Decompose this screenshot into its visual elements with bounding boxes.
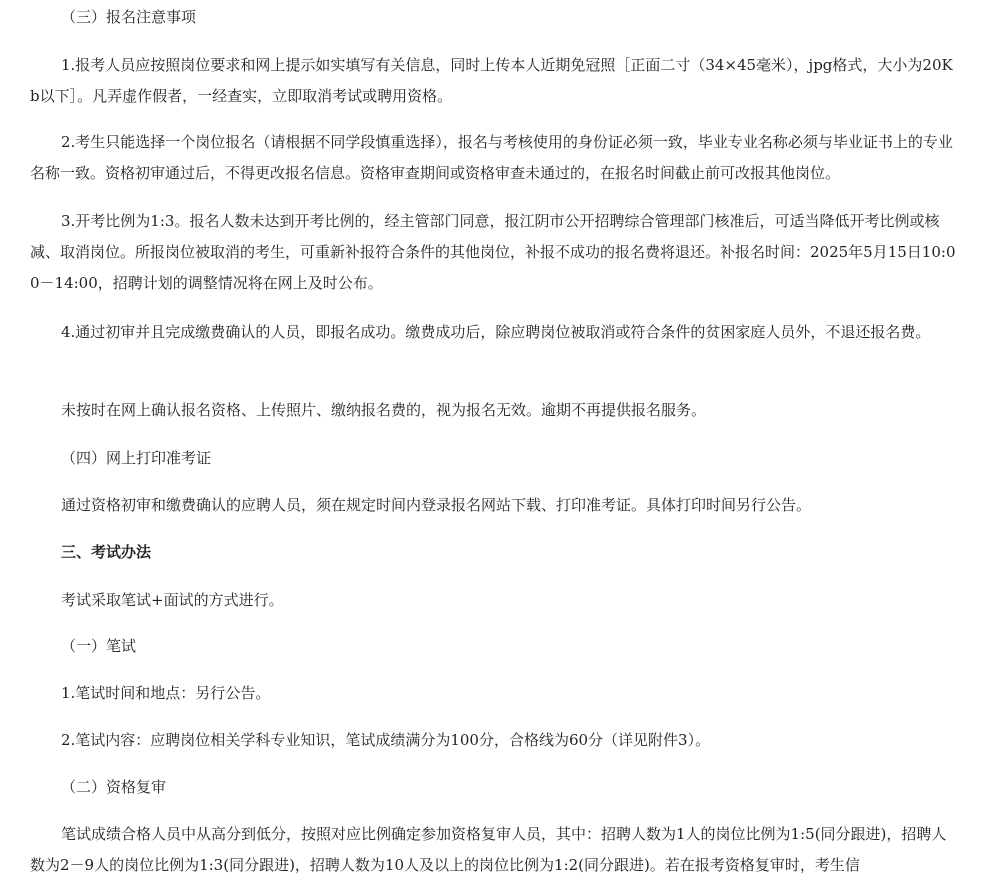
paragraph-qualification-review: 笔试成绩合格人员中从高分到低分，按照对应比例确定参加资格复审人员，其中：招聘人数为1人的岗位比例为1:5(同分跟进)，招聘人数为2－9人的岗位比例为1:3(同分跟进)，招聘人数为10人及以上的岗位比例为1:2(同分跟进)。若在报考资格复审时，考生信 (30, 825, 947, 874)
section-heading-written-exam: （一）笔试 (61, 637, 137, 655)
paragraph-exam-content: 2.笔试内容：应聘岗位相关学科专业知识，笔试成绩满分为100分，合格线为60分（详见附件3）。 (61, 731, 711, 749)
paragraph-exam-time-place: 1.笔试时间和地点：另行公告。 (61, 684, 271, 702)
section-heading-registration-notes: （三）报名注意事项 (61, 8, 197, 26)
paragraph-item-4: 4.通过初审并且完成缴费确认的人员，即报名成功。缴费成功后，除应聘岗位被取消或符合条件的贫困家庭人员外，不退还报名费。 (61, 323, 931, 341)
paragraph-item-3: 3.开考比例为1:3。报名人数未达到开考比例的，经主管部门同意，报江阴市公开招聘综合管理部门核准后，可适当降低开考比例或核减、取消岗位。所报岗位被取消的考生，可重新补报符合条件的其他岗位，补报不成功的报名费将退还。补报名时间：2025年5月15日10:00－14:00，招聘计划的调整情况将在网上及时公布。 (30, 212, 956, 292)
section-heading-qualification-review: （二）资格复审 (61, 778, 167, 796)
paragraph-item-2: 2.考生只能选择一个岗位报名（请根据不同学段慎重选择），报名与考核使用的身份证必须一致，毕业专业名称必须与毕业证书上的专业名称一致。资格初审通过后，不得更改报名信息。资格审查期间或资格审查未通过的，在报名时间截止前可改报其他岗位。 (30, 133, 953, 182)
paragraph-item-1: 1.报考人员应按照岗位要求和网上提示如实填写有关信息，同时上传本人近期免冠照［正面二寸（34×45毫米），jpg格式，大小为20Kb以下］。凡弄虚作假者，一经查实，立即取消考试或聘用资格。 (30, 56, 953, 105)
chapter-heading-exam-method: 三、考试办法 (61, 543, 152, 561)
section-heading-print-admission: （四）网上打印准考证 (61, 449, 212, 467)
paragraph-invalid-registration: 未按时在网上确认报名资格、上传照片、缴纳报名费的，视为报名无效。逾期不再提供报名服务。 (61, 401, 707, 419)
paragraph-exam-format: 考试采取笔试+面试的方式进行。 (61, 591, 284, 609)
paragraph-print-admission: 通过资格初审和缴费确认的应聘人员，须在规定时间内登录报名网站下载、打印准考证。具体打印时间另行公告。 (61, 496, 812, 514)
